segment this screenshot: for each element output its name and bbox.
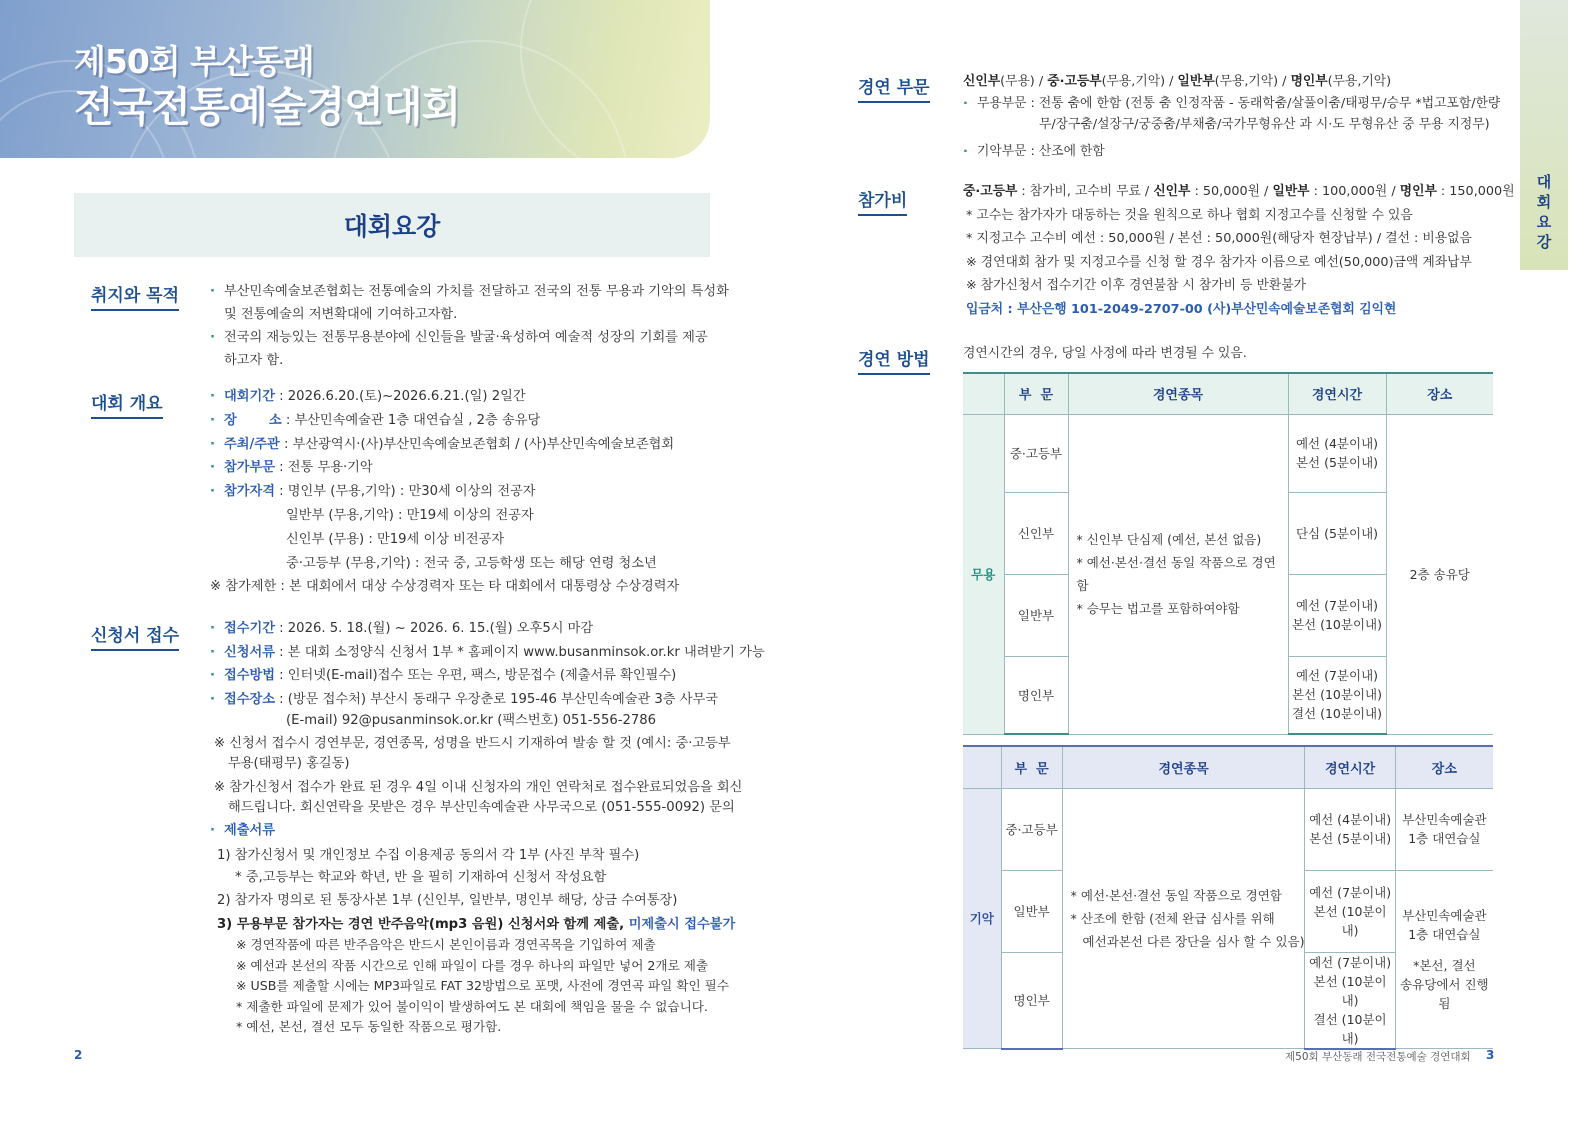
note-line: ※ 예선과 본선의 작품 시간으로 인해 파일이 다를 경우 하나의 파일만 넣어 2개로 제출 [236, 957, 709, 973]
items-cell: * 예선·본선·결선 동일 작품으로 경연함 * 산조에 한함 (전체 완급 심사를 위해 예선과본선 다른 장단을 심사 할 수 있음) [1062, 788, 1305, 1049]
list-item: · 접수기간 : 2026. 5. 18.(월) ~ 2026. 6. 15.(월) 오후5시 마감 [210, 621, 594, 636]
text-run: (무용,기악) / [1214, 74, 1291, 89]
doc-item: 3) 무용부문 참가자는 경연 반주음악(mp3 음원) 신청서와 함께 제출, 미제출시 접수불가 [217, 916, 736, 932]
list-item: 일반부 (무용,기악) : 만19세 이상의 전공자 [286, 507, 534, 523]
list-item: · 부산민속예술보존협회는 전통예술의 가치를 전달하고 전국의 전통 무용과 기악의 특성화 [210, 284, 729, 299]
list-item: · 참가부문 : 전통 무용·기악 [210, 460, 373, 476]
list-item: · 장 소 : 부산민속예술관 1층 대연습실 , 2층 송유당 [210, 412, 541, 428]
table-header: 경연종목 [1068, 373, 1288, 414]
list-item: · 접수방법 : 인터넷(E-mail)접수 또는 우편, 팩스, 방문접수 (제출서류 확인필수) [210, 668, 677, 683]
table-row [963, 414, 1493, 492]
table-header-corner [963, 746, 1001, 788]
bold-run: 일반부 [1272, 184, 1310, 199]
fee-label: 참가비 [858, 186, 907, 216]
page-number: 2 [74, 1048, 83, 1062]
method-label: 경연 방법 [858, 345, 930, 375]
event-title [74, 42, 460, 132]
list-item: 신인부 (무용) : 만19세 이상 비전공자 [286, 531, 505, 547]
time-cell: 예선 (7분이내) 본선 (10분이내) 결선 (10분이내) [1305, 952, 1395, 1049]
place-cell: 부산민속예술관 1층 대연습실 *본선, 결선 송유당에서 진행됨 [1395, 870, 1493, 1049]
bold-run: 명인부 [1290, 74, 1328, 89]
division-cell: 명인부 [1001, 952, 1062, 1049]
fee-note: * 지정고수 고수비 예선 : 50,000원 / 본선 : 50,000원(해당자 현장납부) / 결선 : 비용없음 [966, 231, 1472, 247]
event-title-line2: 전국전통예술경연대회 [74, 83, 461, 131]
note-line: ※ 참가신청서 접수가 완료 된 경우 4일 이내 신청자의 개인 연락처로 접수완료되었음을 회신 [214, 780, 743, 795]
note-line: ※ 신청서 접수시 경연부문, 경연종목, 성명을 반드시 기재하여 발송 할 것 (예시: 중·고등부 [214, 736, 731, 751]
event-title-line1: 제50회 부산동래 [74, 42, 314, 81]
list-item: 및 전통예술의 저변확대에 기여하고자함. [224, 307, 458, 322]
division-cell: 신인부 [1004, 492, 1068, 574]
side-tab-label [1520, 172, 1568, 252]
page-number: 3 [1486, 1048, 1495, 1062]
text-run: : 50,000원 / [1190, 184, 1273, 199]
note-line: ※ USB를 제출할 시에는 MP3파일로 FAT 32방법으로 포맷, 사전에 경연곡 파일 확인 필수 [236, 978, 729, 993]
list-item: 중·고등부 (무용,기악) : 전국 중, 고등학생 또는 해당 연령 청소년 [286, 555, 657, 571]
application-notes [214, 734, 742, 818]
music-schedule-table [963, 745, 1493, 1050]
table-header: 장소 [1395, 746, 1493, 788]
fee-note: ※ 경연대회 참가 및 지정고수를 신청 할 경우 참가자 이름으로 예선(50,000)금액 계좌납부 [966, 254, 1472, 270]
text-run: : 참가비, 고수비 무료 / [1017, 184, 1154, 199]
list-item: (E-mail) 92@pusanminsok.or.kr (팩스번호) 051-556-2786 [286, 713, 657, 728]
items-cell: * 신인부 단심제 (예선, 본선 없음) * 예선·본선·결선 동일 작품으로 경연함 * 승무는 법고를 포함하여야함 [1068, 414, 1288, 734]
side-tab-char: 강 [1536, 233, 1552, 251]
fee-note: ※ 참가신청서 접수기간 이후 경연불참 시 참가비 등 반환불가 [966, 278, 1306, 294]
footer-text: 제50회 부산동래 전국전통예술 경연대회 [1285, 1051, 1471, 1063]
bold-run: 신인부 [963, 74, 1001, 89]
note-line: * 제출한 파일에 문제가 있어 불이익이 발생하여도 본 대회에 책임을 물을 수 없습니다. [236, 998, 708, 1014]
fee-line [963, 180, 1515, 204]
docs-items [217, 845, 735, 935]
application-list [210, 617, 765, 730]
text-run: : 100,000원 / [1309, 184, 1400, 199]
division-cell: 중·고등부 [1001, 788, 1062, 870]
division-cell: 일반부 [1001, 870, 1062, 952]
list-item: · 전국의 재능있는 전통무용분야에 신인들을 발굴·육성하여 예술적 성장의 기회를 제공 [210, 330, 708, 345]
doc-item: * 중,고등부는 학교와 학년, 반 을 필히 기재하여 신청서 작성요함 [235, 869, 607, 885]
docs-label: · 제출서류 [210, 823, 275, 838]
doc3-notes [236, 935, 729, 1038]
method-note: 경연시간의 경우, 당일 사정에 따라 변경될 수 있음. [963, 346, 1247, 361]
fee-text [963, 180, 1515, 322]
time-cell: 단심 (5분이내) [1288, 492, 1386, 574]
category-cell: 무용 [963, 414, 1004, 734]
table-header: 부 문 [1004, 373, 1068, 414]
division-text [963, 70, 1500, 163]
side-tab-char: 회 [1536, 193, 1552, 211]
list-item: · 신청서류 : 본 대회 소정양식 신청서 1부 * 홈페이지 www.busanminsok.or.kr 내려받기 가능 [210, 644, 765, 660]
list-item: · 주최/주관 : 부산광역시·(사)부산민속예술보존협회 / (사)부산민속예술보존협회 [210, 436, 675, 452]
text-run: (무용,기악) [1327, 74, 1392, 89]
restriction-note: ※ 참가제한 : 본 대회에서 대상 수상경력자 또는 타 대회에서 대통령상 수상경력자 [210, 579, 680, 595]
division-cell: 중·고등부 [1004, 414, 1068, 492]
note-line: 해드립니다. 회신연락을 못받은 경우 부산민속예술관 사무국으로 (051-555-0092) 문의 [228, 800, 735, 815]
section-heading: 대회요강 [343, 212, 441, 241]
place-cell: 부산민속예술관 1층 대연습실 [1395, 788, 1493, 870]
purpose-list [210, 280, 729, 372]
left-page [0, 0, 765, 1122]
table-header: 장소 [1386, 373, 1493, 414]
list-item: 하고자 함. [224, 353, 284, 368]
division-cell: 명인부 [1004, 656, 1068, 734]
division-line [963, 70, 1500, 93]
table-row [963, 788, 1493, 870]
side-tab-char: 대 [1536, 173, 1552, 191]
table-header-corner [963, 373, 1004, 414]
category-cell: 기악 [963, 788, 1001, 1049]
list-item: · 무용부문 : 전통 춤에 한함 (전통 춤 인정작품 - 동래학춤/살풀이춤/태평무/승무 *법고포함/한량 [963, 96, 1501, 111]
division-cell: 일반부 [1004, 574, 1068, 656]
note-line: ※ 경연작품에 따른 반주음악은 반드시 본인이름과 경연곡목을 기입하여 제출 [236, 937, 656, 952]
docs-list [210, 820, 275, 842]
overview-list [210, 385, 679, 599]
list-item: · 참가자격 : 명인부 (무용,기악) : 만30세 이상의 전공자 [210, 484, 536, 500]
side-tab [1520, 0, 1568, 270]
time-cell: 예선 (7분이내) 본선 (10분이내) 결선 (10분이내) [1288, 656, 1386, 734]
bold-run: 명인부 [1399, 184, 1437, 199]
doc-item: 1) 참가신청서 및 개인정보 수집 이용제공 동의서 각 1부 (사진 부착 필수) [217, 848, 640, 863]
table-header: 경연시간 [1305, 746, 1395, 788]
text-run: (무용) / [1000, 74, 1048, 89]
list-item: · 접수장소 : (방문 접수처) 부산시 동래구 우장춘로 195-46 부산민속예술관 3층 사무국 [210, 691, 718, 707]
dance-schedule-table [963, 372, 1493, 735]
division-label: 경연 부문 [858, 73, 930, 103]
note-line: 무용(태평무) 홍길동) [228, 756, 350, 771]
place-cell: 2층 송유당 [1386, 414, 1493, 734]
time-cell: 예선 (4분이내) 본선 (5분이내) [1288, 414, 1386, 492]
application-label: 신청서 접수 [91, 621, 179, 651]
list-item: · 대회기간 : 2026.6.20.(토)~2026.6.21.(일) 2일간 [210, 389, 526, 404]
section-heading-box [74, 193, 710, 257]
bold-run: 중·고등부 [963, 184, 1018, 199]
list-item: 무/장구춤/설장구/궁중춤/부채춤/국가무형유산 과 시·도 무형유산 중 무용 지정무) [1039, 117, 1490, 132]
bold-run: 중·고등부 [1047, 74, 1102, 89]
bold-run: 일반부 [1177, 74, 1215, 89]
title-banner [0, 0, 710, 158]
overview-label: 대회 개요 [91, 389, 163, 419]
time-cell: 예선 (7분이내) 본선 (10분이내) [1288, 574, 1386, 656]
purpose-label: 취지와 목적 [91, 281, 179, 311]
table-header: 경연종목 [1062, 746, 1305, 788]
table-header: 부 문 [1001, 746, 1062, 788]
time-cell: 예선 (7분이내) 본선 (10분이내) [1305, 870, 1395, 952]
account-info: 입금처 : 부산은행 101-2049-2707-00 (사)부산민속예술보존협회 김익현 [966, 301, 1397, 317]
time-cell: 예선 (4분이내) 본선 (5분이내) [1305, 788, 1395, 870]
fee-note: * 고수는 참가자가 대동하는 것을 원칙으로 하나 협회 지정고수를 신청할 수 있음 [966, 207, 1413, 223]
list-item: · 기악부문 : 산조에 한함 [963, 144, 1105, 159]
table-header: 경연시간 [1288, 373, 1386, 414]
side-tab-char: 요 [1536, 213, 1552, 231]
note-line: * 예선, 본선, 결선 모두 동일한 작품으로 평가함. [236, 1019, 502, 1034]
text-run: (무용,기악) / [1101, 74, 1178, 89]
text-run: : 150,000원 [1436, 184, 1515, 199]
bold-run: 신인부 [1153, 184, 1191, 199]
doc-item: 2) 참가자 명의로 된 통장사본 1부 (신인부, 일반부, 명인부 해당, 상금 수여통장) [217, 893, 678, 908]
